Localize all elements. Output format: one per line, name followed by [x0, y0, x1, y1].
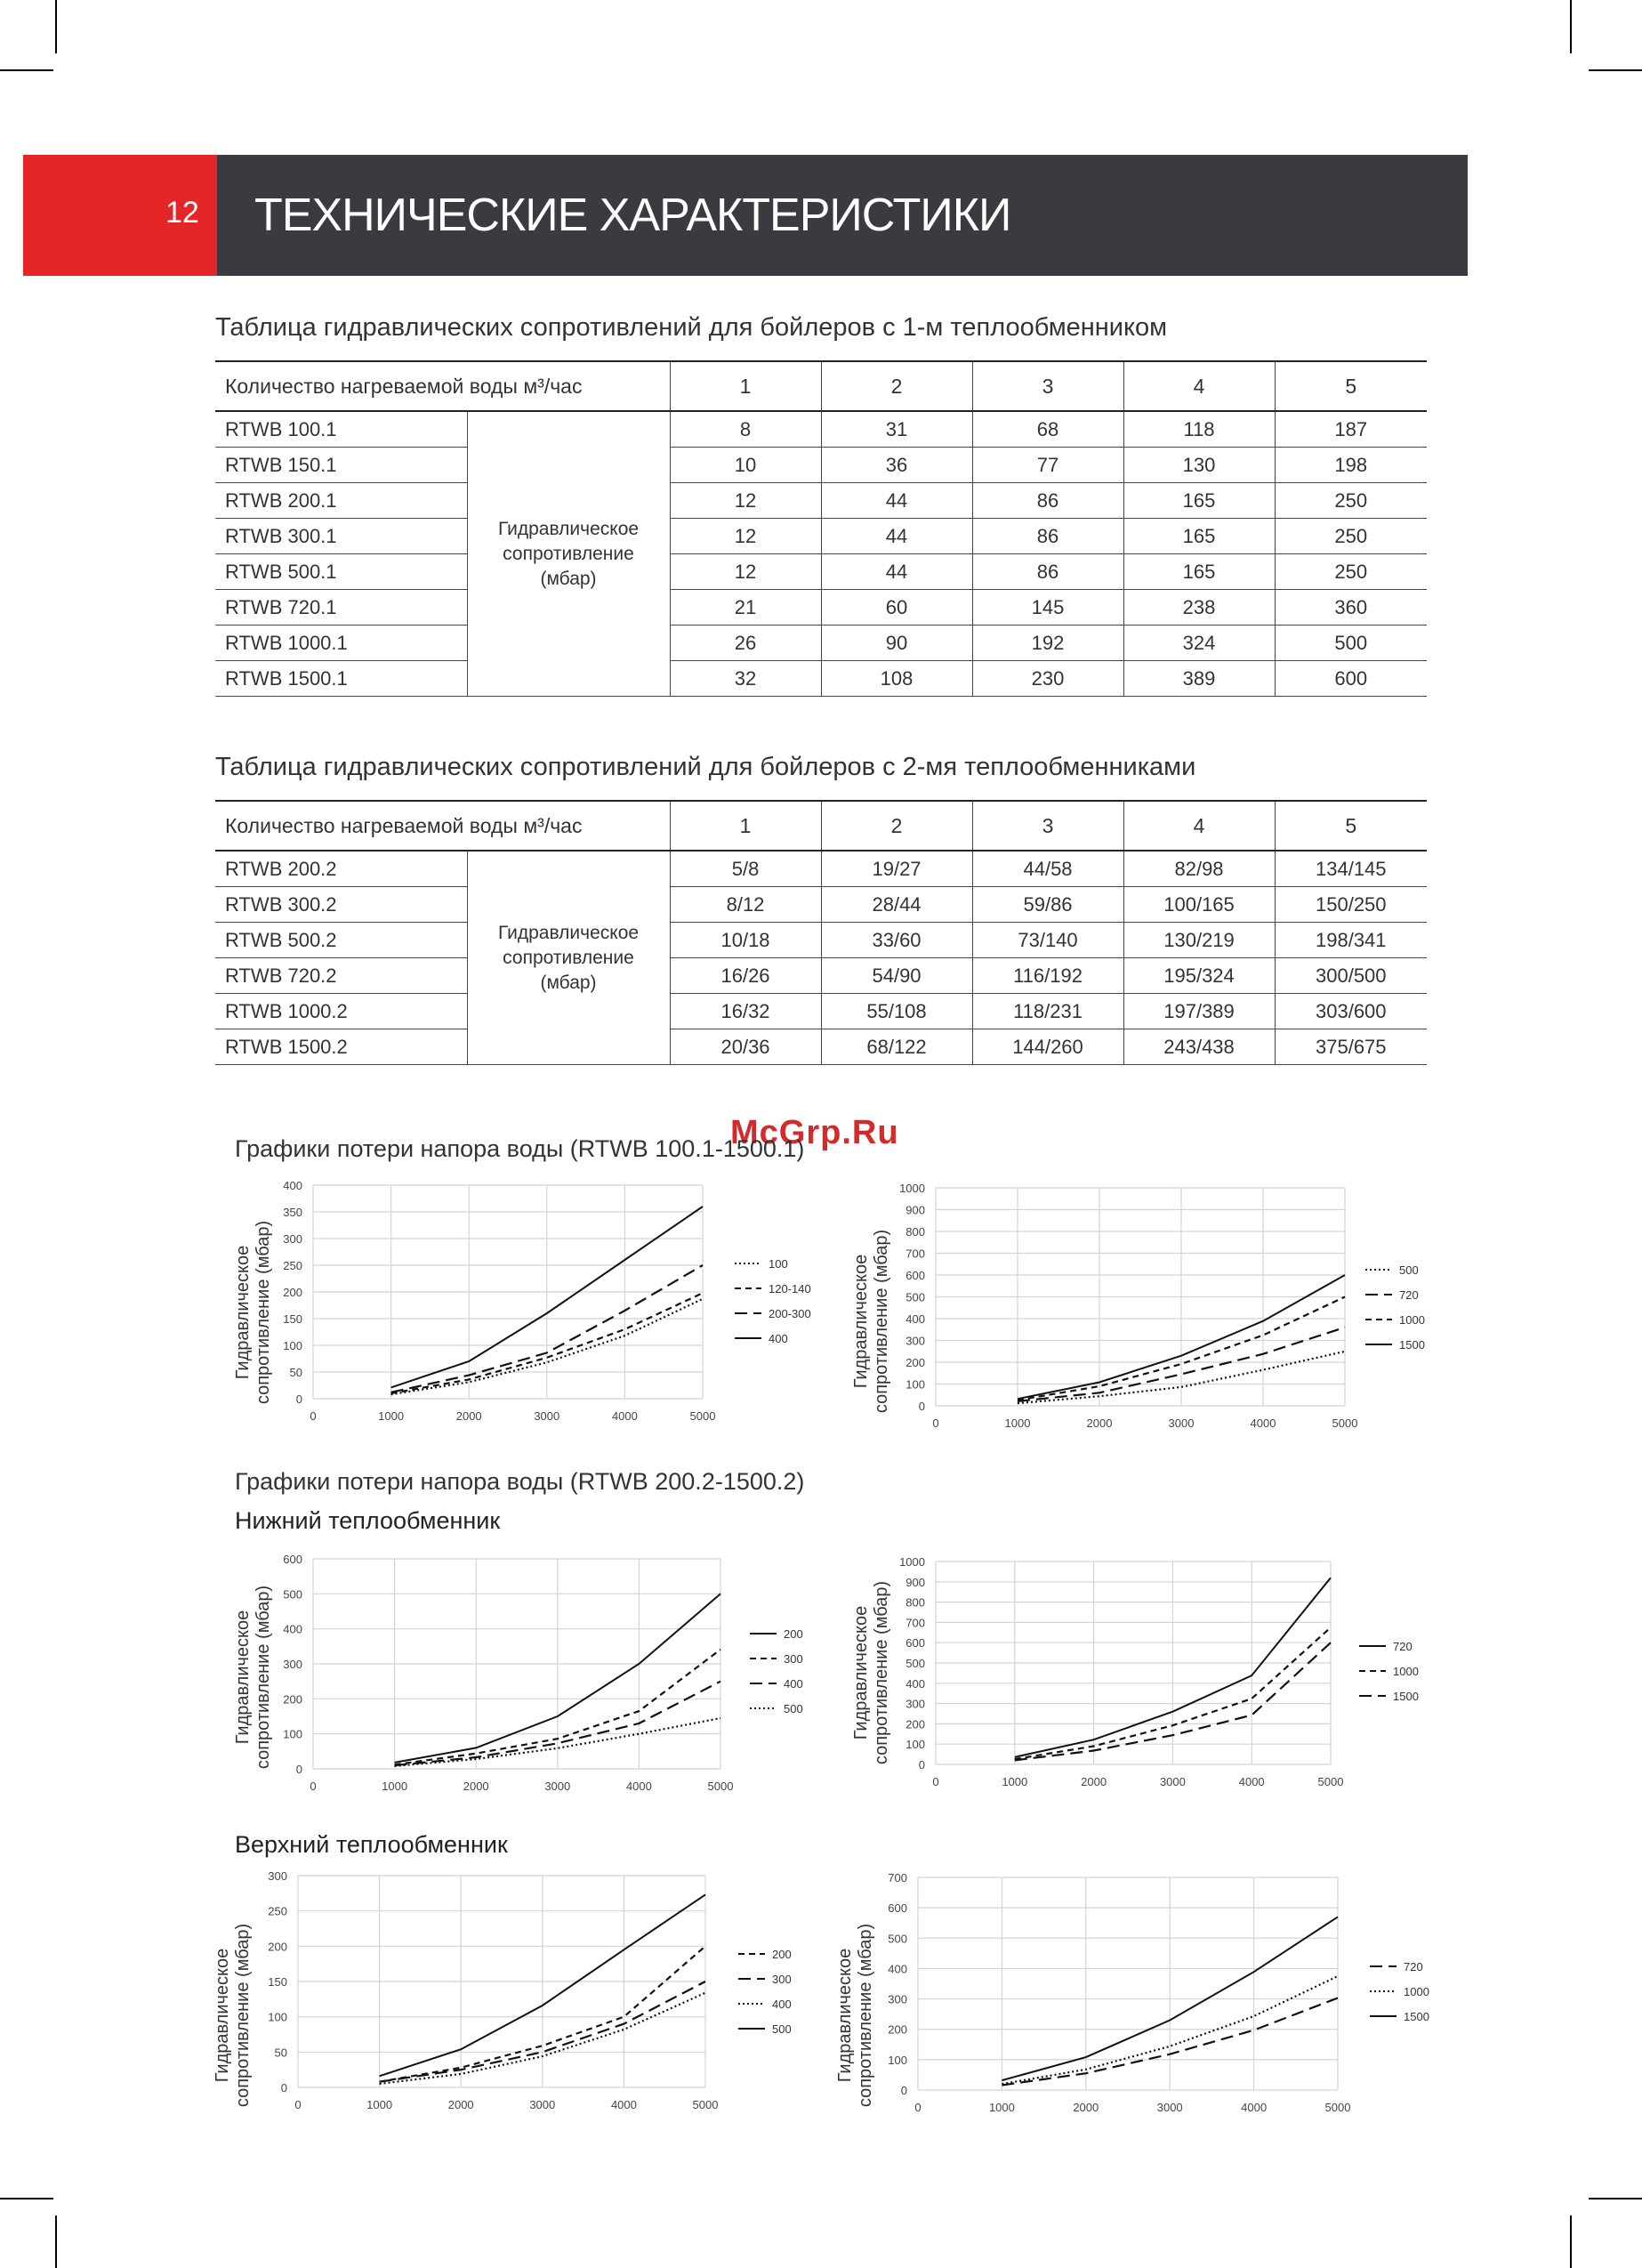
legend-label: 720	[1393, 1640, 1413, 1653]
x-tick-label: 0	[294, 2098, 302, 2111]
legend-label: 1000	[1399, 1313, 1425, 1327]
legend-label: 200	[772, 1948, 792, 1961]
page-title: ТЕХНИЧЕСКИЕ ХАРАКТЕРИСТИКИ	[254, 190, 1011, 241]
table-cell-value: 86	[972, 554, 1123, 590]
y-tick-label: 350	[283, 1206, 302, 1219]
table-row	[215, 851, 1427, 887]
y-tick-label: 800	[906, 1225, 925, 1239]
legend-label: 1500	[1393, 1690, 1419, 1703]
y-tick-label: 0	[280, 2081, 287, 2094]
table-head-flow: 5	[1275, 801, 1427, 851]
table-cell-value: 600	[1275, 661, 1427, 697]
table-cell-value: 230	[972, 661, 1123, 697]
table-cell-model: RTWB 1500.2	[215, 1029, 467, 1065]
chart-3	[283, 1553, 802, 1793]
y-tick-label: 1000	[899, 1555, 925, 1569]
table-cell-value: 19/27	[821, 851, 972, 887]
table-cell-value: 59/86	[972, 887, 1123, 923]
series-line-720	[1018, 1328, 1345, 1401]
series-line-500	[395, 1718, 720, 1766]
x-tick-label: 0	[914, 2101, 922, 2114]
table-cell-value: 44/58	[972, 851, 1123, 887]
table-cell-value: 8	[670, 411, 821, 448]
x-tick-label: 1000	[988, 2101, 1015, 2114]
chart-1	[283, 1179, 810, 1423]
table-cell-value: 12	[670, 554, 821, 590]
table-head-flow: 4	[1123, 801, 1275, 851]
table-cell-value: 54/90	[821, 958, 972, 994]
legend-label: 1000	[1393, 1665, 1419, 1678]
y-tick-label: 300	[906, 1334, 925, 1348]
y-tick-label: 250	[283, 1259, 302, 1272]
y-tick-label: 200	[283, 1692, 302, 1707]
table-cell-value: 375/675	[1275, 1029, 1427, 1065]
y-tick-label: 200	[888, 2022, 907, 2037]
y-tick-label: 300	[283, 1232, 302, 1246]
table-cell-model: RTWB 720.1	[215, 590, 467, 626]
series-line-1000	[1018, 1297, 1345, 1400]
legend-label: 200-300	[769, 1307, 811, 1320]
legend-label: 300	[772, 1973, 792, 1986]
table-head-flow: 2	[821, 801, 972, 851]
y-tick-label: 800	[906, 1595, 925, 1610]
x-tick-label: 3000	[1168, 1416, 1195, 1430]
y-tick-label: 900	[906, 1575, 925, 1589]
y-tick-label: 400	[906, 1676, 925, 1691]
x-tick-label: 4000	[610, 2098, 637, 2111]
table-cell-value: 238	[1123, 590, 1275, 626]
y-tick-label: 400	[283, 1179, 302, 1192]
section1-title: Графики потери напора воды (RTWB 100.1-1500.1)	[235, 1135, 805, 1162]
y-tick-label: 250	[268, 1904, 287, 1918]
y-tick-label: 600	[888, 1901, 907, 1916]
x-tick-label: 3000	[534, 1409, 560, 1423]
table-cell-value: 68/122	[821, 1029, 972, 1065]
y-tick-label: 400	[888, 1962, 907, 1976]
table-row	[215, 994, 1427, 1029]
table-head-label: Количество нагреваемой воды м³/час	[215, 361, 670, 411]
table-cell-value: 86	[972, 483, 1123, 519]
legend-label: 300	[784, 1652, 803, 1666]
y-tick-label: 0	[295, 1763, 302, 1776]
chart-2	[899, 1182, 1425, 1430]
table-cell-value: 118	[1123, 411, 1275, 448]
x-tick-label: 1000	[382, 1780, 408, 1793]
x-tick-label: 1000	[366, 2098, 393, 2111]
crop-mark	[0, 69, 53, 71]
hydraulic-table-2	[215, 800, 1427, 1065]
y-tick-label: 0	[295, 1392, 302, 1406]
table-row	[215, 448, 1427, 483]
chart3-ylabel: Гидравлическое сопротивление (мбар)	[233, 1585, 273, 1770]
chart-4	[899, 1555, 1419, 1788]
table-cell-value: 324	[1123, 626, 1275, 661]
x-tick-label: 3000	[544, 1780, 571, 1793]
series-line-200	[380, 1946, 705, 2081]
table-head-flow: 4	[1123, 361, 1275, 411]
series-line-1000	[1015, 1627, 1331, 1759]
page-number: 12	[165, 196, 199, 230]
table2-caption: Таблица гидравлических сопротивлений для бойлеров с 2-мя теплообменниками	[215, 753, 1196, 781]
table-cell-value: 303/600	[1275, 994, 1427, 1029]
series-line-500	[1018, 1352, 1345, 1403]
table-cell-value: 77	[972, 448, 1123, 483]
table-cell-model: RTWB 300.1	[215, 519, 467, 554]
crop-mark	[1589, 2198, 1642, 2199]
series-line-400	[380, 1993, 705, 2084]
y-tick-label: 200	[268, 1940, 287, 1954]
table-cell-value: 73/140	[972, 923, 1123, 958]
y-tick-label: 900	[906, 1203, 925, 1217]
table-head-flow: 5	[1275, 361, 1427, 411]
chart-6	[888, 1871, 1429, 2114]
table-cell-value: 26	[670, 626, 821, 661]
table-cell-value: 118/231	[972, 994, 1123, 1029]
y-tick-label: 50	[289, 1366, 302, 1379]
y-tick-label: 100	[268, 2010, 287, 2024]
y-tick-label: 100	[906, 1738, 925, 1752]
table-cell-value: 198/341	[1275, 923, 1427, 958]
series-line-400	[391, 1207, 703, 1387]
merged-resistance-label: Гидравлическое сопротивление (мбар)	[467, 411, 670, 697]
table-row	[215, 958, 1427, 994]
table-cell-value: 150/250	[1275, 887, 1427, 923]
y-tick-label: 100	[283, 1727, 302, 1741]
table-head-flow: 3	[972, 801, 1123, 851]
table-cell-value: 86	[972, 519, 1123, 554]
table-cell-model: RTWB 100.1	[215, 411, 467, 448]
x-tick-label: 4000	[1241, 2101, 1268, 2114]
table-cell-value: 144/260	[972, 1029, 1123, 1065]
table-cell-model: RTWB 150.1	[215, 448, 467, 483]
table-cell-model: RTWB 300.2	[215, 887, 467, 923]
table-row	[215, 554, 1427, 590]
table-cell-value: 134/145	[1275, 851, 1427, 887]
table-cell-value: 165	[1123, 483, 1275, 519]
table-cell-value: 10	[670, 448, 821, 483]
y-tick-label: 150	[268, 1975, 287, 1989]
legend-label: 720	[1404, 1960, 1423, 1973]
table1-caption: Таблица гидравлических сопротивлений для бойлеров с 1-м теплообменником	[215, 313, 1168, 342]
table-cell-value: 33/60	[821, 923, 972, 958]
table-head-flow: 1	[670, 361, 821, 411]
x-tick-label: 4000	[625, 1780, 652, 1793]
y-tick-label: 0	[918, 1400, 925, 1413]
series-line-100	[391, 1299, 703, 1394]
y-tick-label: 600	[283, 1553, 302, 1566]
series-line-200-300	[391, 1265, 703, 1392]
table-cell-value: 250	[1275, 554, 1427, 590]
x-tick-label: 1000	[378, 1409, 405, 1423]
table-row	[215, 411, 1427, 448]
y-tick-label: 500	[906, 1657, 925, 1670]
x-tick-label: 5000	[1324, 2101, 1351, 2114]
lower-exchanger-title: Нижний теплообменник	[235, 1507, 501, 1534]
chart2-ylabel: Гидравлическое сопротивление (мбар)	[851, 1229, 891, 1414]
x-tick-label: 2000	[447, 2098, 474, 2111]
x-tick-label: 5000	[1332, 1416, 1358, 1430]
table-cell-value: 100/165	[1123, 887, 1275, 923]
legend-label: 500	[1399, 1263, 1419, 1277]
table-cell-value: 360	[1275, 590, 1427, 626]
table-row	[215, 590, 1427, 626]
legend-label: 1000	[1404, 1985, 1429, 1998]
y-tick-label: 100	[888, 2053, 907, 2067]
y-tick-label: 0	[900, 2084, 907, 2097]
table-cell-value: 197/389	[1123, 994, 1275, 1029]
y-tick-label: 1000	[899, 1182, 925, 1195]
x-tick-label: 2000	[463, 1780, 489, 1793]
series-line-1500	[1018, 1275, 1345, 1399]
y-tick-label: 0	[918, 1758, 925, 1772]
table-cell-model: RTWB 500.1	[215, 554, 467, 590]
table-cell-value: 36	[821, 448, 972, 483]
x-tick-label: 5000	[689, 1409, 716, 1423]
table-cell-value: 130	[1123, 448, 1275, 483]
x-tick-label: 5000	[1317, 1775, 1344, 1788]
table-cell-value: 243/438	[1123, 1029, 1275, 1065]
y-tick-label: 200	[283, 1286, 302, 1299]
series-line-720	[1002, 1998, 1338, 2086]
x-tick-label: 4000	[611, 1409, 638, 1423]
table-cell-value: 250	[1275, 519, 1427, 554]
table-cell-value: 192	[972, 626, 1123, 661]
chart5-ylabel: Гидравлическое сопротивление (мбар)	[213, 1923, 253, 2108]
x-tick-label: 2000	[1086, 1416, 1113, 1430]
x-tick-label: 1000	[1004, 1416, 1031, 1430]
table-cell-model: RTWB 500.2	[215, 923, 467, 958]
legend-label: 720	[1399, 1288, 1419, 1302]
legend-label: 100	[769, 1257, 788, 1271]
table-head-flow: 2	[821, 361, 972, 411]
table-row	[215, 483, 1427, 519]
legend-label: 400	[784, 1677, 803, 1691]
x-tick-label: 5000	[692, 2098, 719, 2111]
y-tick-label: 150	[283, 1312, 302, 1326]
series-line-1000	[1002, 1976, 1338, 2084]
crop-mark	[55, 0, 57, 53]
chart6-ylabel: Гидравлическое сопротивление (мбар)	[835, 1923, 875, 2108]
legend-label: 1500	[1404, 2010, 1429, 2023]
table-row	[215, 661, 1427, 697]
y-tick-label: 400	[906, 1312, 925, 1326]
y-tick-label: 300	[268, 1869, 287, 1883]
y-tick-label: 100	[906, 1377, 925, 1392]
y-tick-label: 400	[283, 1622, 302, 1636]
table-cell-value: 12	[670, 483, 821, 519]
table-cell-value: 5/8	[670, 851, 821, 887]
x-tick-label: 2000	[455, 1409, 482, 1423]
hydraulic-table-1	[215, 360, 1427, 697]
table-row	[215, 1029, 1427, 1065]
table-cell-value: 20/36	[670, 1029, 821, 1065]
series-line-120-140	[391, 1293, 703, 1393]
crop-mark	[55, 2216, 57, 2268]
x-tick-label: 3000	[1156, 2101, 1183, 2114]
chart4-ylabel: Гидравлическое сопротивление (мбар)	[851, 1580, 891, 1765]
legend-label: 1500	[1399, 1338, 1425, 1352]
table-cell-value: 8/12	[670, 887, 821, 923]
y-tick-label: 200	[906, 1717, 925, 1731]
x-tick-label: 0	[310, 1409, 317, 1423]
table-cell-value: 198	[1275, 448, 1427, 483]
table-cell-value: 82/98	[1123, 851, 1275, 887]
y-tick-label: 700	[906, 1247, 925, 1261]
table-cell-value: 116/192	[972, 958, 1123, 994]
section2-title: Графики потери напора воды (RTWB 200.2-1500.2)	[235, 1468, 805, 1495]
y-tick-label: 300	[906, 1697, 925, 1711]
table-row	[215, 923, 1427, 958]
series-line-500	[380, 1894, 705, 2076]
y-tick-label: 100	[283, 1339, 302, 1352]
table-cell-value: 44	[821, 483, 972, 519]
table-cell-value: 300/500	[1275, 958, 1427, 994]
table-head-label: Количество нагреваемой воды м³/час	[215, 801, 670, 851]
table-head-flow: 1	[670, 801, 821, 851]
crop-mark	[1570, 2216, 1572, 2268]
x-tick-label: 0	[932, 1775, 939, 1788]
table-cell-model: RTWB 1000.2	[215, 994, 467, 1029]
legend-label: 200	[784, 1627, 803, 1641]
table-cell-value: 108	[821, 661, 972, 697]
x-tick-label: 4000	[1238, 1775, 1265, 1788]
table-cell-value: 187	[1275, 411, 1427, 448]
legend-label: 400	[772, 1998, 792, 2011]
table-cell-value: 32	[670, 661, 821, 697]
y-tick-label: 300	[283, 1658, 302, 1671]
y-tick-label: 300	[888, 1992, 907, 2006]
series-line-1500	[1002, 1917, 1338, 2080]
table-cell-value: 44	[821, 519, 972, 554]
x-tick-label: 0	[310, 1780, 317, 1793]
table-cell-value: 55/108	[821, 994, 972, 1029]
x-tick-label: 2000	[1081, 1775, 1107, 1788]
y-tick-label: 600	[906, 1269, 925, 1282]
y-tick-label: 500	[283, 1587, 302, 1602]
table-cell-value: 195/324	[1123, 958, 1275, 994]
table-cell-model: RTWB 1000.1	[215, 626, 467, 661]
table-cell-value: 389	[1123, 661, 1275, 697]
table-cell-value: 145	[972, 590, 1123, 626]
table-cell-model: RTWB 200.1	[215, 483, 467, 519]
table-row	[215, 519, 1427, 554]
crop-mark	[1570, 0, 1572, 53]
legend-label: 500	[772, 2022, 792, 2036]
table-cell-value: 130/219	[1123, 923, 1275, 958]
table-cell-value: 31	[821, 411, 972, 448]
x-tick-label: 4000	[1250, 1416, 1276, 1430]
series-line-200	[395, 1594, 720, 1763]
y-tick-label: 200	[906, 1356, 925, 1369]
table-cell-value: 165	[1123, 519, 1275, 554]
merged-resistance-label: Гидравлическое сопротивление (мбар)	[467, 851, 670, 1065]
table-cell-value: 60	[821, 590, 972, 626]
table-cell-value: 28/44	[821, 887, 972, 923]
crop-mark	[0, 2198, 53, 2199]
table-cell-value: 16/26	[670, 958, 821, 994]
table-cell-value: 12	[670, 519, 821, 554]
x-tick-label: 1000	[1002, 1775, 1028, 1788]
y-tick-label: 500	[888, 1932, 907, 1946]
y-tick-label: 500	[906, 1290, 925, 1304]
legend-label: 120-140	[769, 1282, 811, 1295]
y-tick-label: 50	[274, 2046, 287, 2060]
table-head-flow: 3	[972, 361, 1123, 411]
series-line-300	[380, 1981, 705, 2082]
y-tick-label: 600	[906, 1636, 925, 1651]
x-tick-label: 3000	[1159, 1775, 1186, 1788]
table-cell-value: 68	[972, 411, 1123, 448]
table-cell-value: 44	[821, 554, 972, 590]
chart1-ylabel: Гидравлическое сопротивление (мбар)	[233, 1220, 273, 1405]
table-cell-model: RTWB 1500.1	[215, 661, 467, 697]
x-tick-label: 3000	[529, 2098, 556, 2111]
series-line-720	[1015, 1578, 1331, 1757]
table-cell-value: 16/32	[670, 994, 821, 1029]
table-cell-value: 10/18	[670, 923, 821, 958]
table-row	[215, 626, 1427, 661]
table-cell-value: 21	[670, 590, 821, 626]
legend-label: 500	[784, 1702, 803, 1715]
x-tick-label: 5000	[707, 1780, 734, 1793]
watermark: McGrp.Ru	[730, 1114, 899, 1151]
series-line-1500	[1015, 1642, 1331, 1760]
series-line-400	[395, 1682, 720, 1765]
crop-mark	[1589, 69, 1642, 71]
chart-5	[268, 1869, 791, 2111]
legend-label: 400	[769, 1332, 788, 1345]
table-cell-model: RTWB 200.2	[215, 851, 467, 887]
x-tick-label: 2000	[1073, 2101, 1099, 2114]
series-line-300	[395, 1650, 720, 1764]
y-tick-label: 700	[906, 1616, 925, 1630]
table-cell-value: 250	[1275, 483, 1427, 519]
table-cell-value: 90	[821, 626, 972, 661]
table-cell-value: 500	[1275, 626, 1427, 661]
table-cell-model: RTWB 720.2	[215, 958, 467, 994]
table-row	[215, 887, 1427, 923]
upper-exchanger-title: Верхний теплообменник	[235, 1831, 508, 1858]
table-cell-value: 165	[1123, 554, 1275, 590]
x-tick-label: 0	[932, 1416, 939, 1430]
y-tick-label: 700	[888, 1871, 907, 1885]
